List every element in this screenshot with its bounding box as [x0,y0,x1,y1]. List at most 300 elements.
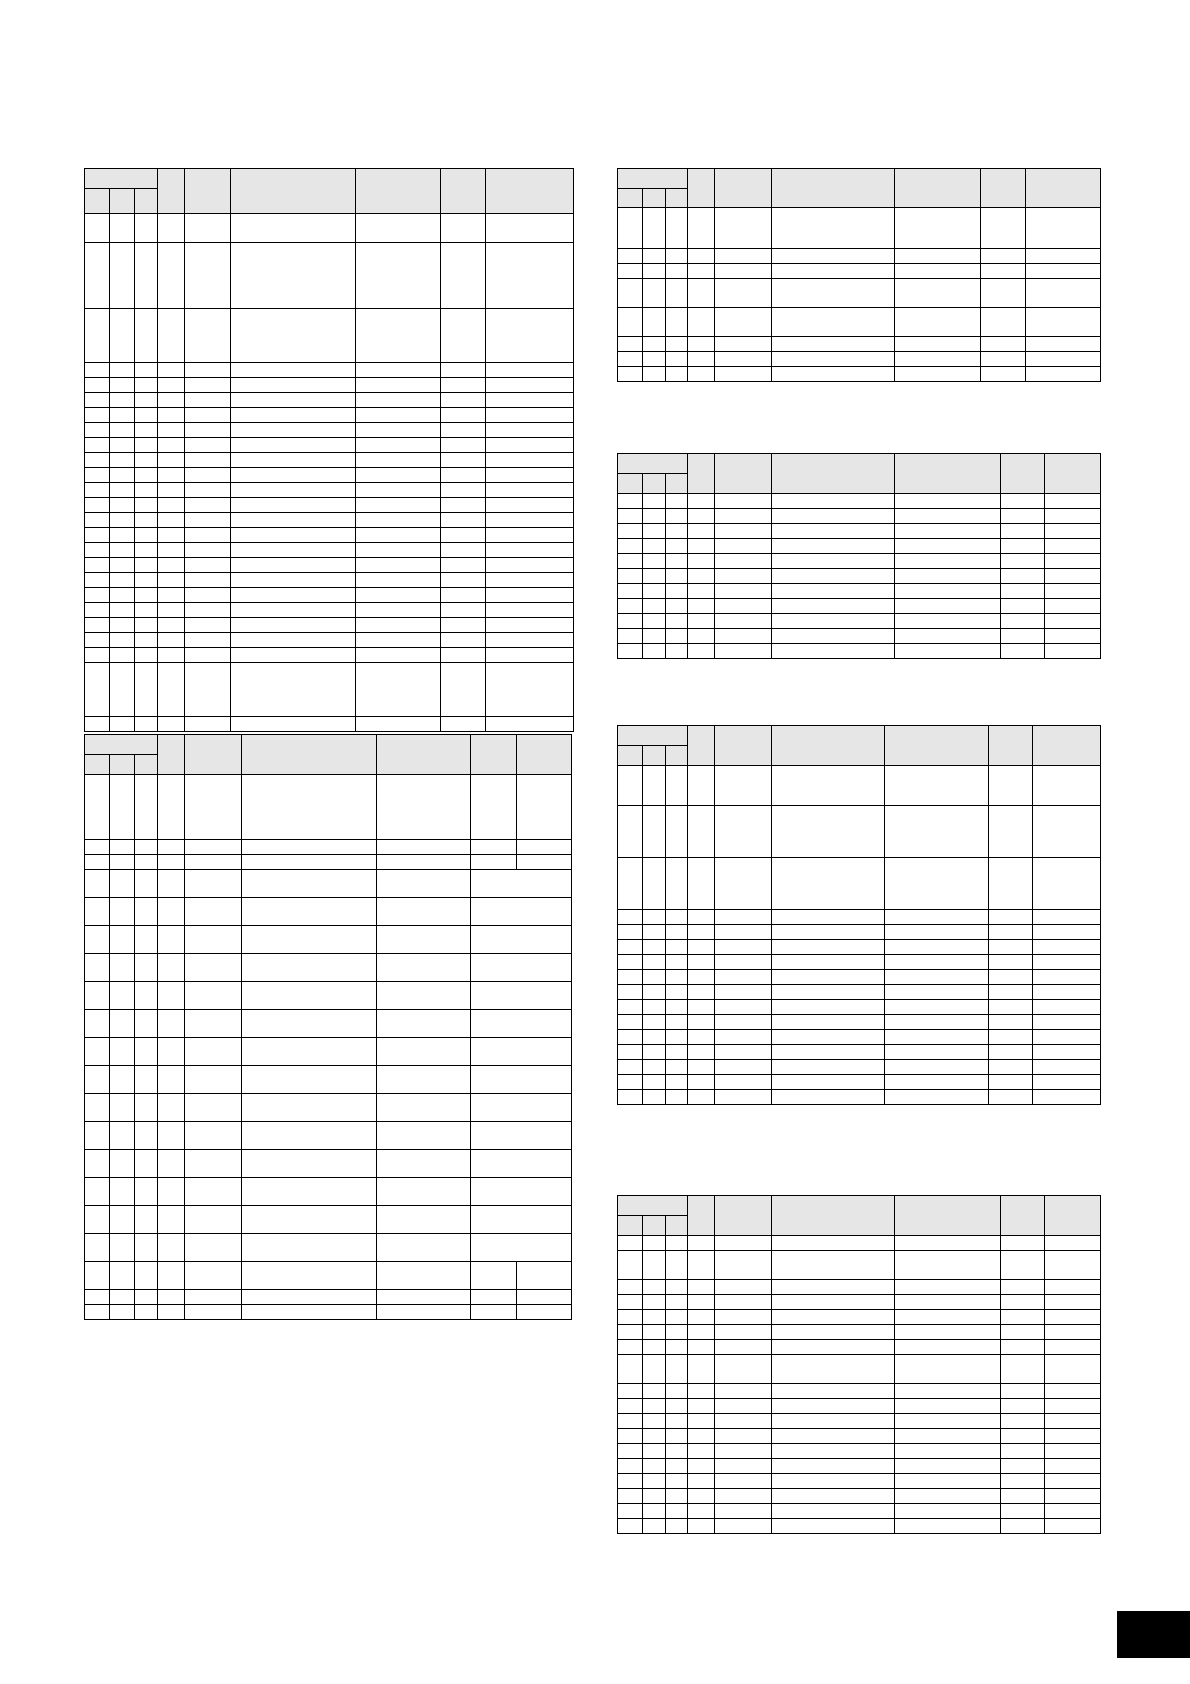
page-number-tab [1117,1611,1190,1658]
table-cell [772,1000,885,1015]
table-cell [356,717,441,732]
table-cell [772,352,895,367]
table-cell [110,870,135,898]
table-cell [185,243,231,309]
table-cell [356,453,441,468]
table-row [618,1489,1101,1504]
table-cell [618,1399,643,1414]
table-cell [666,985,688,1000]
table-cell [135,468,158,483]
table-cell [356,309,441,363]
table-cell [643,1489,666,1504]
table-cell [1033,1060,1101,1075]
table-cell [85,513,110,528]
table-cell [715,264,772,279]
table-cell [1045,1340,1101,1355]
table-cell [1026,264,1101,279]
table-cell [486,423,574,438]
table-cell [441,438,486,453]
table-cell [895,629,1001,644]
table-header-cell [618,1216,643,1236]
table-cell [356,558,441,573]
table-row [85,378,574,393]
table-cell [688,1045,715,1060]
table-cell [110,513,135,528]
table-cell [471,775,517,840]
table-cell [715,1474,772,1489]
table-cell [715,1504,772,1519]
table-row [618,249,1101,264]
table-cell [486,393,574,408]
table-cell [110,1066,135,1094]
table-header-cell [1026,169,1101,208]
table-row [618,352,1101,367]
table-cell [471,840,517,855]
table-cell [471,1038,572,1066]
table-cell [242,840,377,855]
table-cell [1045,629,1101,644]
table-cell [895,208,981,249]
table-cell [666,279,688,308]
table-cell [1045,524,1101,539]
table-cell [158,1234,185,1262]
table-row [618,264,1101,279]
table-cell [517,1305,572,1320]
table-cell [135,1150,158,1178]
table-cell [135,243,158,309]
table-cell [688,1090,715,1105]
table-cell [110,648,135,663]
table-3 [617,168,1101,382]
table-cell [486,438,574,453]
table-cell [356,438,441,453]
table-row [85,870,572,898]
table-cell [471,1066,572,1094]
table-cell [1001,1489,1045,1504]
table-row [85,393,574,408]
table-cell [1001,629,1045,644]
table-cell [1033,925,1101,940]
table-cell [772,539,895,554]
table-cell [486,663,574,717]
table-cell [1026,308,1101,337]
table-cell [666,367,688,382]
table-header-cell [85,735,158,755]
table-cell [85,1206,110,1234]
table-cell [895,1444,1001,1459]
table-header-cell [895,454,1001,494]
table-cell [772,940,885,955]
table-cell [643,1444,666,1459]
table-4 [617,453,1101,659]
table-row [618,806,1101,858]
table-cell [895,584,1001,599]
table-cell [441,483,486,498]
table-cell [185,498,231,513]
table-cell [441,393,486,408]
table-cell [643,1459,666,1474]
table-cell [895,614,1001,629]
table-cell [377,982,471,1010]
table-cell [110,775,135,840]
table-cell [185,423,231,438]
table-cell [158,573,185,588]
table-row [618,1429,1101,1444]
table-cell [110,1150,135,1178]
table-row [618,308,1101,337]
table-cell [158,243,185,309]
table-header-row [85,169,574,189]
table-cell [135,573,158,588]
table-cell [618,524,643,539]
table-cell [135,954,158,982]
table-cell [666,569,688,584]
table-cell [1001,569,1045,584]
table-cell [1045,554,1101,569]
table-cell [618,1414,643,1429]
table-cell [618,1444,643,1459]
table-header-cell [772,454,895,494]
table-cell [715,766,772,806]
table-row [85,498,574,513]
table-cell [688,970,715,985]
table-cell [231,243,356,309]
table-cell [715,509,772,524]
table-header-cell [715,454,772,494]
table-cell [135,1290,158,1305]
table-cell [517,840,572,855]
table-cell [356,214,441,243]
table-cell [231,363,356,378]
table-cell [158,558,185,573]
table-cell [158,423,185,438]
table-cell [85,543,110,558]
table-cell [356,543,441,558]
table-cell [231,528,356,543]
table-cell [135,898,158,926]
table-cell [688,1030,715,1045]
table-cell [618,985,643,1000]
table-cell [715,910,772,925]
table-cell [643,1355,666,1384]
table-cell [666,940,688,955]
table-cell [666,1310,688,1325]
table-cell [688,1444,715,1459]
table-cell [158,855,185,870]
table-cell [666,1000,688,1015]
table-cell [85,243,110,309]
table-cell [1045,1310,1101,1325]
table-cell [618,1429,643,1444]
table-header-cell [1045,1196,1101,1236]
table-cell [135,648,158,663]
table-cell [643,279,666,308]
table-cell [643,1236,666,1251]
table-cell [643,352,666,367]
table-cell [135,1234,158,1262]
table-row [85,982,572,1010]
table-cell [110,1010,135,1038]
table-cell [110,1178,135,1206]
table-cell [1026,279,1101,308]
table-cell [471,1094,572,1122]
table-row [618,208,1101,249]
table-cell [158,214,185,243]
table-cell [772,614,895,629]
table-row [618,1045,1101,1060]
table-cell [989,806,1033,858]
table-cell [643,554,666,569]
table-cell [85,1066,110,1094]
table-cell [486,363,574,378]
table-cell [989,970,1033,985]
table-cell [135,363,158,378]
table-cell [158,393,185,408]
table-cell [1033,1075,1101,1090]
table-cell [688,1504,715,1519]
table-cell [356,618,441,633]
table-cell [486,309,574,363]
table-cell [981,249,1026,264]
table-header-cell [715,169,772,208]
table-cell [517,1290,572,1305]
table-cell [85,1178,110,1206]
table-cell [471,1150,572,1178]
table-row [618,1090,1101,1105]
table-row [618,1414,1101,1429]
table-header-cell [618,746,643,766]
table-cell [110,483,135,498]
table-cell [1045,1429,1101,1444]
table-cell [688,569,715,584]
table-cell [486,633,574,648]
table-cell [85,558,110,573]
table-cell [1033,955,1101,970]
table-cell [231,468,356,483]
table-header-cell [643,1216,666,1236]
table-cell [643,1429,666,1444]
table-cell [471,954,572,982]
table-cell [643,1280,666,1295]
table-header-cell [688,726,715,766]
table-cell [185,898,242,926]
table-cell [185,408,231,423]
table-cell [185,513,231,528]
table-cell [895,279,981,308]
table-row [85,954,572,982]
table-cell [185,214,231,243]
table-cell [471,1234,572,1262]
table-row [618,1236,1101,1251]
table-cell [772,1355,895,1384]
table-cell [441,468,486,483]
table-cell [231,408,356,423]
table-cell [356,513,441,528]
table-cell [1001,1429,1045,1444]
table-cell [158,588,185,603]
table-row [85,243,574,309]
table-cell [895,494,1001,509]
table-cell [471,898,572,926]
table-cell [895,1295,1001,1310]
table-cell [110,214,135,243]
table-cell [666,337,688,352]
table-cell [715,337,772,352]
table-header-cell [643,189,666,208]
table-cell [643,494,666,509]
table-cell [377,1234,471,1262]
table-cell [110,1038,135,1066]
table-cell [643,1090,666,1105]
table-cell [231,648,356,663]
table-cell [666,925,688,940]
table-header-cell [1001,1196,1045,1236]
table-cell [772,1429,895,1444]
table-cell [377,1206,471,1234]
table-cell [158,513,185,528]
table-cell [486,243,574,309]
table-cell [772,985,885,1000]
table-row [618,1519,1101,1534]
table-row [85,483,574,498]
table-cell [643,1045,666,1060]
table-cell [185,1305,242,1320]
table-cell [666,249,688,264]
table-cell [688,1414,715,1429]
table-cell [242,1262,377,1290]
table-cell [989,985,1033,1000]
table-cell [231,603,356,618]
table-cell [715,208,772,249]
table-row [618,1310,1101,1325]
table-cell [158,1094,185,1122]
table-cell [85,775,110,840]
table-cell [231,498,356,513]
table-cell [158,438,185,453]
table-cell [158,309,185,363]
table-cell [356,663,441,717]
table-cell [1045,494,1101,509]
table-cell [242,1038,377,1066]
table-cell [666,1060,688,1075]
table-cell [895,1474,1001,1489]
table-header-cell [517,735,572,775]
table-cell [471,1010,572,1038]
table-cell [688,279,715,308]
table-header-cell [989,726,1033,766]
table-cell [85,1094,110,1122]
table-cell [110,378,135,393]
table-cell [231,214,356,243]
table-cell [688,1251,715,1280]
table-cell [643,858,666,910]
table-cell [715,1444,772,1459]
table-cell [377,1010,471,1038]
table-cell [486,378,574,393]
table-row [85,1038,572,1066]
table-cell [688,985,715,1000]
table-cell [885,925,989,940]
table-cell [772,806,885,858]
table-cell [989,1045,1033,1060]
table-cell [772,509,895,524]
table-header-cell [158,169,185,214]
table-cell [772,524,895,539]
table-cell [643,1030,666,1045]
table-cell [618,1325,643,1340]
table-cell [486,483,574,498]
table-cell [1045,1384,1101,1399]
table-cell [110,1122,135,1150]
table-cell [356,378,441,393]
table-cell [688,1295,715,1310]
table-cell [643,925,666,940]
table-cell [772,584,895,599]
table-cell [185,543,231,558]
table-cell [356,393,441,408]
table-cell [135,603,158,618]
table-cell [471,1305,517,1320]
table-cell [618,279,643,308]
table-cell [688,1384,715,1399]
table-header-row [618,169,1101,189]
table-cell [158,717,185,732]
table-cell [110,243,135,309]
table-cell [666,858,688,910]
table-cell [715,1489,772,1504]
table-cell [895,1459,1001,1474]
table-cell [185,528,231,543]
table-row [618,858,1101,910]
table-cell [715,279,772,308]
table-cell [110,898,135,926]
table-row [618,509,1101,524]
table-cell [666,629,688,644]
table-cell [885,1075,989,1090]
table-cell [643,1384,666,1399]
table-cell [1045,1489,1101,1504]
table-cell [185,573,231,588]
table-cell [85,309,110,363]
table-cell [715,539,772,554]
table-row [85,1010,572,1038]
table-cell [242,926,377,954]
table-cell [231,633,356,648]
table-cell [185,870,242,898]
table-cell [688,766,715,806]
table-header-cell [772,169,895,208]
table-cell [110,468,135,483]
table-cell [666,584,688,599]
table-cell [1033,1000,1101,1015]
table-row [618,279,1101,308]
table-cell [135,558,158,573]
table-cell [772,1489,895,1504]
table-cell [231,309,356,363]
table-row [618,1504,1101,1519]
table-row [618,1325,1101,1340]
table-cell [85,483,110,498]
table-cell [158,663,185,717]
table-cell [715,806,772,858]
table-cell [441,543,486,558]
table-header-cell [666,1216,688,1236]
table-5 [617,725,1101,1105]
table-cell [85,954,110,982]
table-cell [715,1000,772,1015]
table-cell [377,1305,471,1320]
table-cell [158,1178,185,1206]
